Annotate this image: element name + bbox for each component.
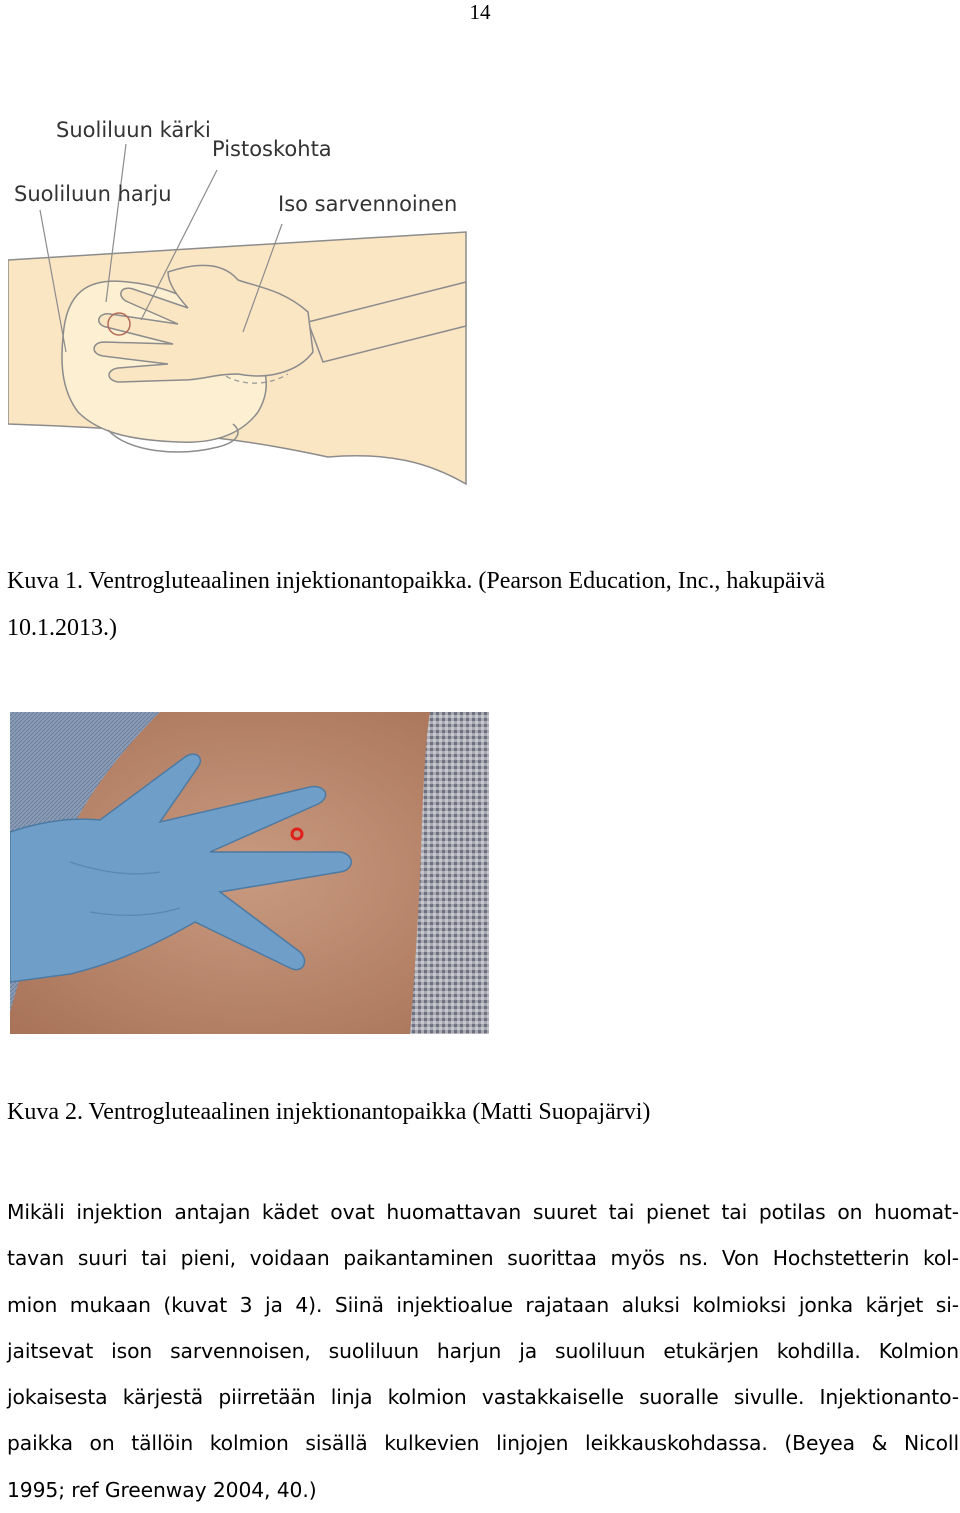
paragraph-line: 1995; ref Greenway 2004, 40.) bbox=[7, 1477, 317, 1502]
paragraph-line: tavan suuri tai pieni, voidaan paikantaminen suorittaa myös ns. Von Hochstetterin kol- bbox=[7, 1246, 959, 1271]
paragraph-line: jokaisesta kärjestä piirretään linja kolmion vastakkaiselle suoralle sivulle. Injektionanto- bbox=[7, 1385, 959, 1410]
label-iliac-tip: Suoliluun kärki bbox=[56, 118, 211, 142]
paragraph-line: mion mukaan (kuvat 3 ja 4). Siinä injektioalue rajataan aluksi kolmioksi jonka kärjet si- bbox=[7, 1292, 959, 1317]
paragraph-line: jaitsevat ison sarvennoisen, suoliluun harjun ja suoliluun etukärjen kohdilla. Kolmion bbox=[7, 1338, 959, 1363]
paragraph-line: Mikäli injektion antajan kädet ovat huomattavan suuret tai pienet tai potilas on huomat- bbox=[7, 1200, 959, 1224]
body-paragraph bbox=[7, 1189, 959, 1513]
figure2-caption: Kuva 2. Ventrogluteaalinen injektionantopaikka (Matti Suopajärvi) bbox=[7, 1099, 651, 1125]
label-iliac-crest: Suoliluun harju bbox=[14, 182, 172, 206]
label-greater-trochanter: Iso sarvennoinen bbox=[278, 192, 458, 216]
paragraph-line: paikka on tällöin kolmion sisällä kulkevien linjojen leikkauskohdassa. (Beyea & Nicoll bbox=[7, 1431, 959, 1456]
ventrogluteal-photo bbox=[10, 712, 489, 1034]
page-number: 14 bbox=[469, 0, 491, 24]
figure1-caption-line1: Kuva 1. Ventrogluteaalinen injektionantopaikka. (Pearson Education, Inc., hakupäivä bbox=[7, 568, 825, 594]
ventrogluteal-illustration bbox=[8, 112, 470, 494]
label-injection-site: Pistoskohta bbox=[212, 137, 332, 161]
figure1-caption bbox=[7, 558, 959, 652]
figure1-caption-line2: 10.1.2013.) bbox=[7, 615, 117, 641]
